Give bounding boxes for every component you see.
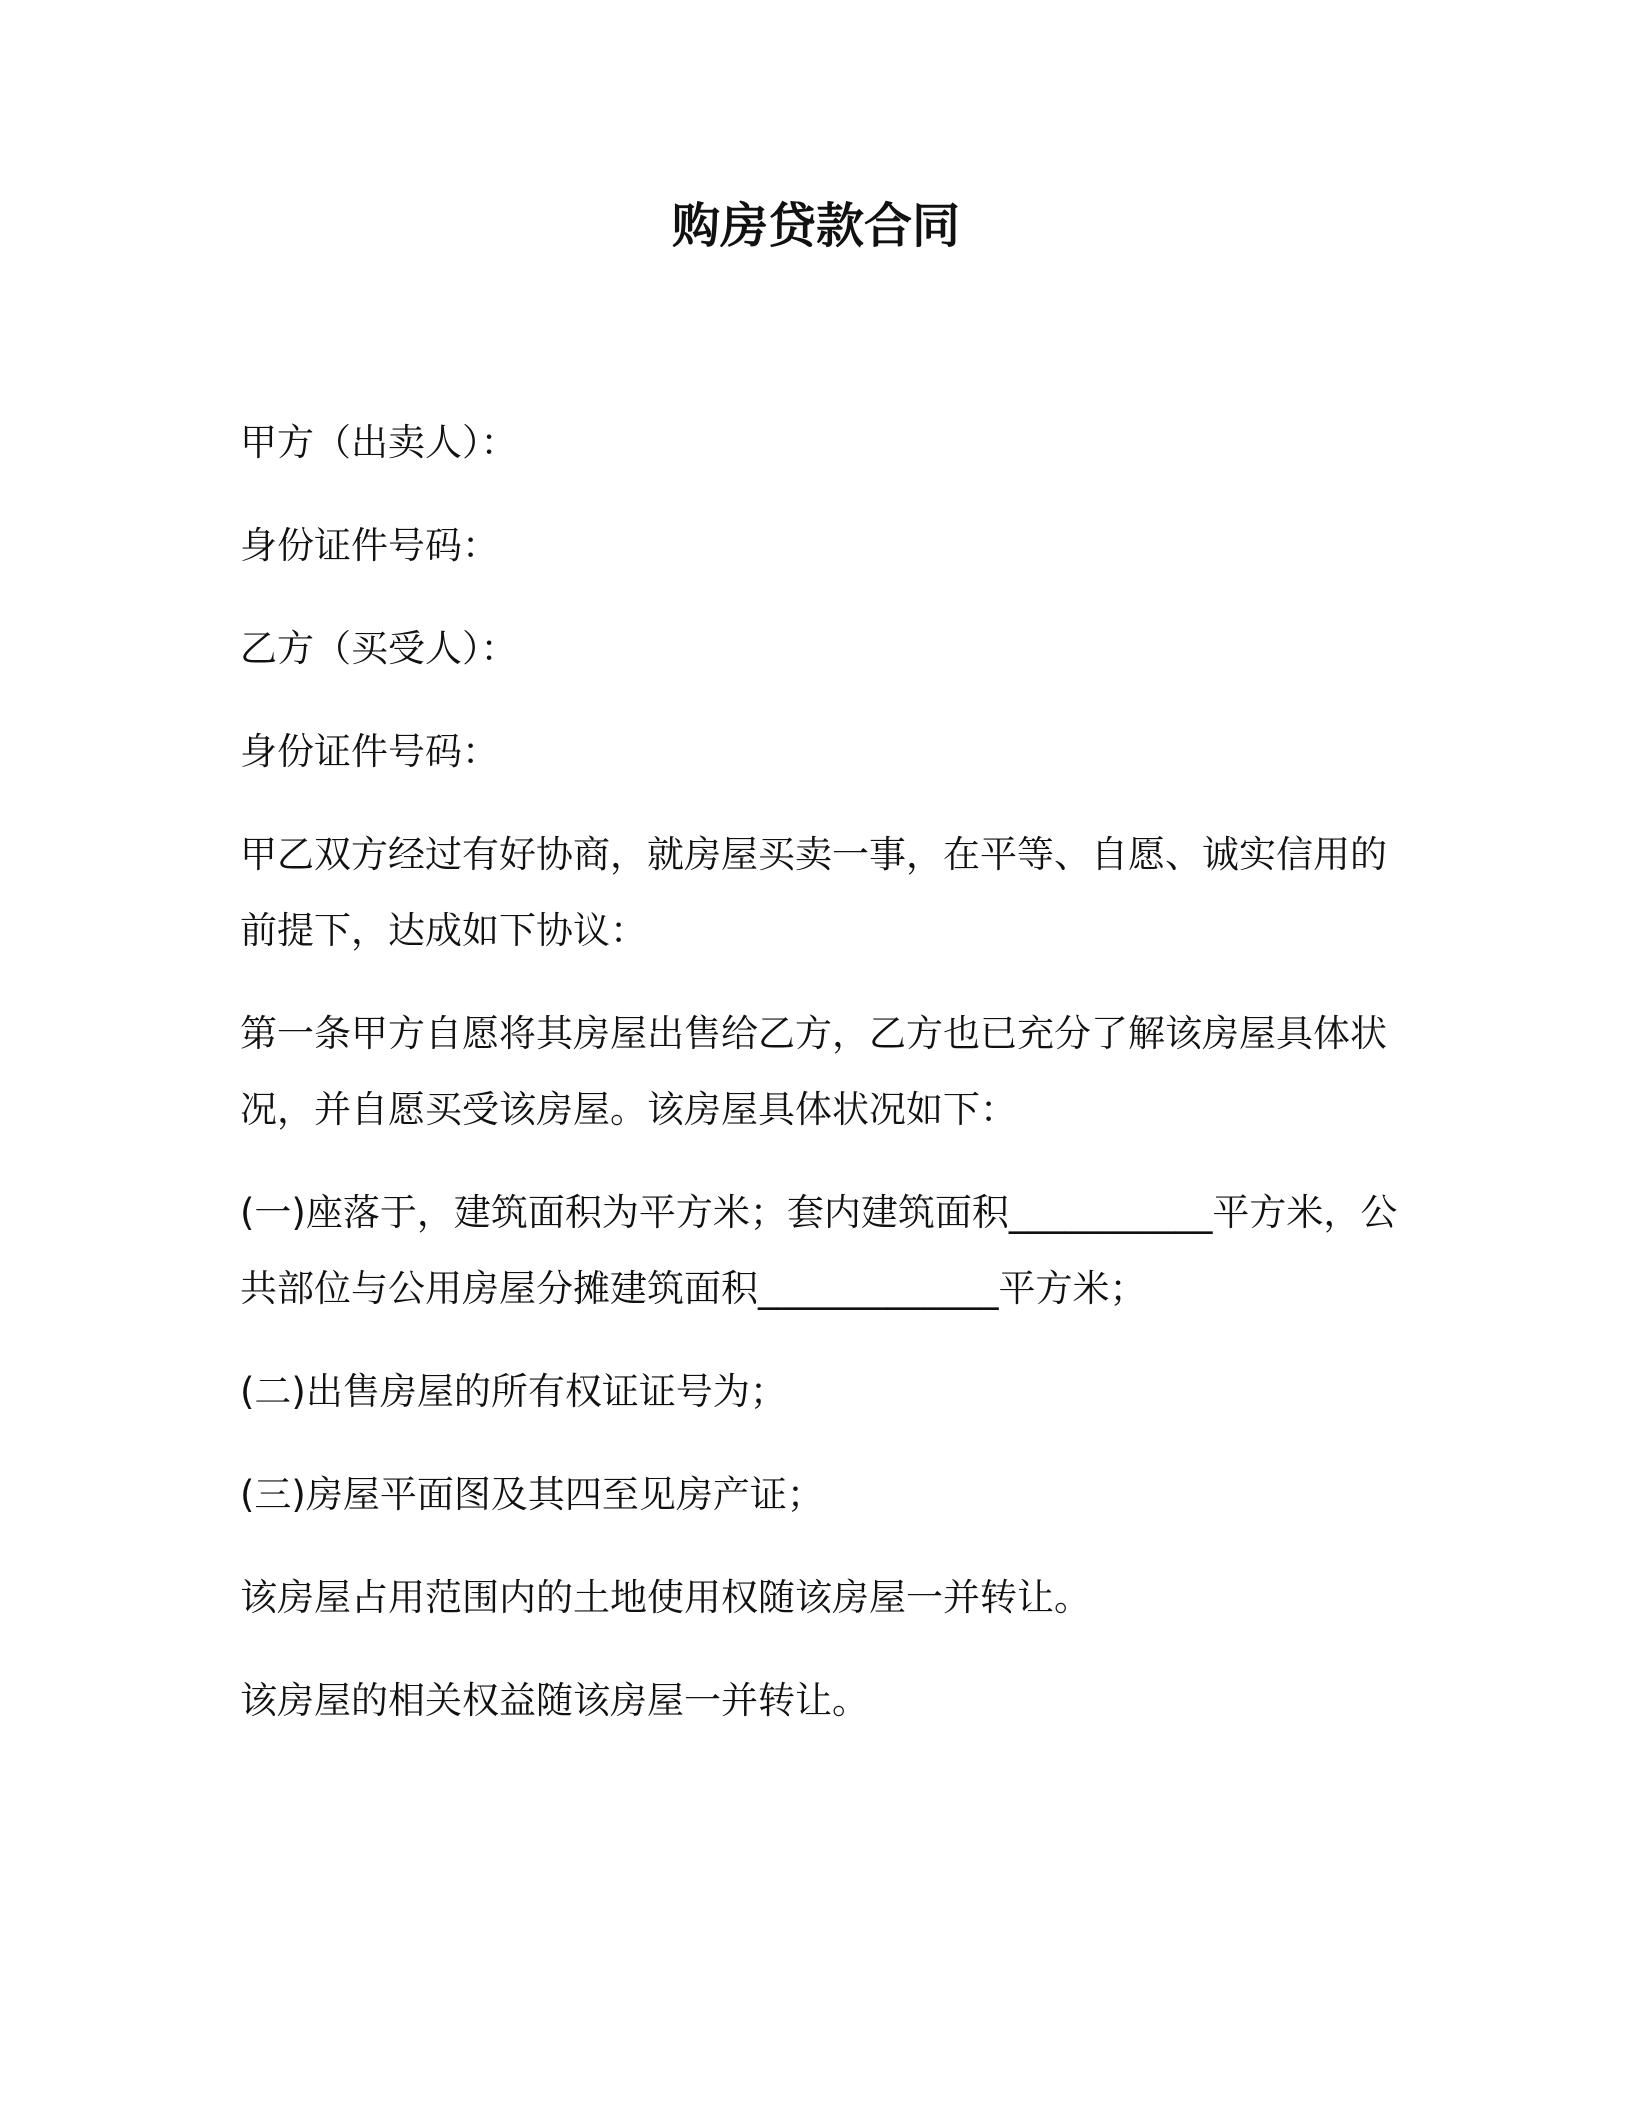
article-one-item-1: (一)座落于，建筑面积为平方米；套内建筑面积___________平方米，公共部位与公用房屋分摊建筑面积_____________平方米； (240, 1191, 1398, 1310)
party-a-id-number: 身份证件号码： (240, 524, 499, 567)
party-b-id-number: 身份证件号码： (240, 730, 499, 773)
article-one-item-2: (二)出售房屋的所有权证证号为； (240, 1370, 787, 1413)
agreement-preamble: 甲乙双方经过有好协商，就房屋买卖一事，在平等、自愿、诚实信用的前提下，达成如下协议： (240, 833, 1387, 952)
article-one-item-3: (三)房屋平面图及其四至见房产证； (240, 1473, 824, 1516)
related-rights-clause: 该房屋的相关权益随该房屋一并转让。 (240, 1679, 869, 1722)
party-a-seller: 甲方（出卖人）： (240, 421, 518, 464)
party-b-buyer: 乙方（买受人）： (240, 627, 518, 670)
article-one: 第一条甲方自愿将其房屋出售给乙方，乙方也已充分了解该房屋具体状况，并自愿买受该房屋。该房屋具体状况如下： (240, 1012, 1387, 1131)
document-title: 购房贷款合同 (671, 198, 960, 254)
land-use-right-clause: 该房屋占用范围内的土地使用权随该房屋一并转让。 (240, 1576, 1091, 1619)
